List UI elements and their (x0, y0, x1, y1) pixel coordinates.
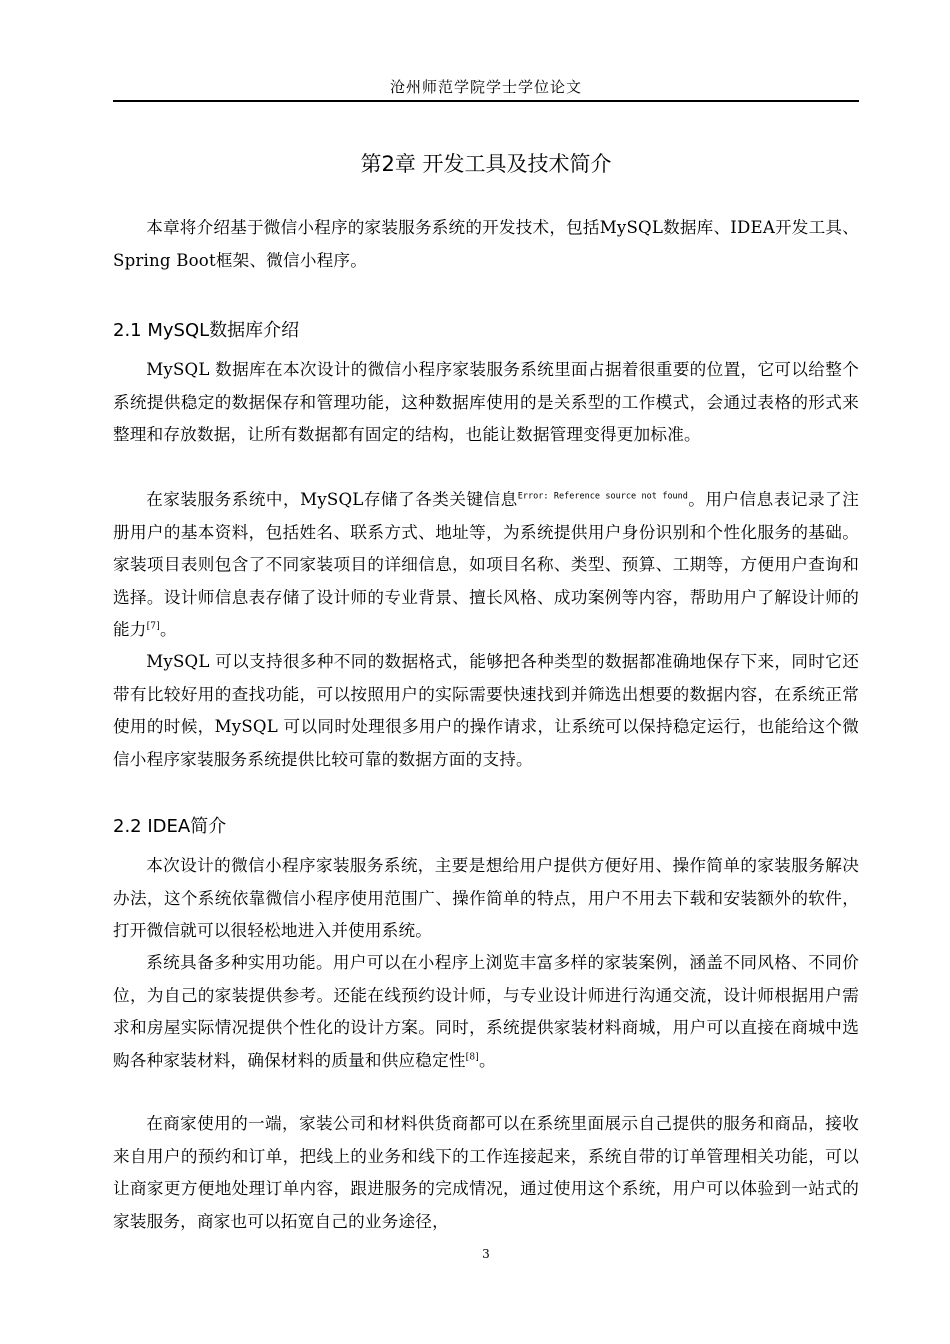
paragraph-system-purpose: 本次设计的微信小程序家装服务系统，主要是想给用户提供方便好用、操作简单的家装服务解决办法，这个系统依靠微信小程序使用范围广、操作简单的特点，用户不用去下载和安装额外的软件，打开微信就可以很轻松地进入并使用系统。 (113, 856, 859, 940)
citation-ref: [7] (146, 621, 160, 632)
citation-ref: [8] (465, 1051, 480, 1062)
running-header: 沧州师范学院学士学位论文 (389, 78, 582, 96)
section-heading-2-1: 2.1 MySQL数据库介绍 (113, 320, 300, 341)
paragraph-mysql-storage (113, 484, 859, 647)
paragraph-text: 系统具备多种实用功能。用户可以在小程序上浏览丰富多样的家装案例，涵盖不同风格、不同价位，为自己的家装提供参考。还能在线预约设计师，与专业设计师进行沟通交流，设计师根据用户需求和房屋实际情况提供个性化的设计方案。同时，系统提供家装材料商城，用户可以直接在商城中选购各种家装材料，确保材料的质量和供应稳定性 (113, 953, 859, 1070)
paragraph-text: 。 (479, 1050, 496, 1070)
reference-error: Error: Reference source not found (517, 491, 688, 502)
paragraph-mysql-features: MySQL 可以支持很多种不同的数据格式，能够把各种类型的数据都准确地保存下来，同时它还带有比较好用的查找功能，可以按照用户的实际需要快速找到并筛选出想要的数据内容，在系统正常使用的时候，MySQL 可以同时处理很多用户的操作请求，让系统可以保持稳定运行，也能给这个微信小程序家装服务系统提供比较可靠的数据方面的支持。 (113, 652, 859, 769)
paragraph-mysql-overview: MySQL 数据库在本次设计的微信小程序家装服务系统里面占据着很重要的位置，它可以给整个系统提供稳定的数据保存和管理功能，这种数据库使用的是关系型的工作模式，会通过表格的形式来整理和存放数据，让所有数据都有固定的结构，也能让数据管理变得更加标准。 (113, 360, 859, 444)
header-rule (113, 100, 859, 102)
paragraph-text: 在家装服务系统中，MySQL存储了各类关键信息 (146, 490, 518, 509)
chapter-title: 第2章 开发工具及技术简介 (360, 152, 612, 176)
paragraph-system-functions (113, 947, 859, 1077)
intro-paragraph: 本章将介绍基于微信小程序的家装服务系统的开发技术，包括MySQL数据库、IDEA开发工具、Spring Boot框架、微信小程序。 (113, 218, 859, 270)
paragraph-text: 。用户信息表记录了注册用户的基本资料，包括姓名、联系方式、地址等，为系统提供用户身份识别和个性化服务的基础。家装项目表则包含了不同家装项目的详细信息，如项目名称、类型、预算、工期等，方便用户查询和选择。设计师信息表存储了设计师的专业背景、擅长风格、成功案例等内容，帮助用户了解设计师的能力 (113, 490, 859, 639)
page-number: 3 (482, 1247, 490, 1261)
paragraph-text: 。 (159, 620, 177, 639)
paragraph-merchant-side: 在商家使用的一端，家装公司和材料供货商都可以在系统里面展示自己提供的服务和商品，接收来自用户的预约和订单，把线上的业务和线下的工作连接起来，系统自带的订单管理相关功能，可以让商家更方便地处理订单内容，跟进服务的完成情况，通过使用这个系统，用户可以体验到一站式的家装服务，商家也可以拓宽自己的业务途径， (113, 1114, 859, 1231)
section-heading-2-2: 2.2 IDEA简介 (113, 816, 227, 837)
